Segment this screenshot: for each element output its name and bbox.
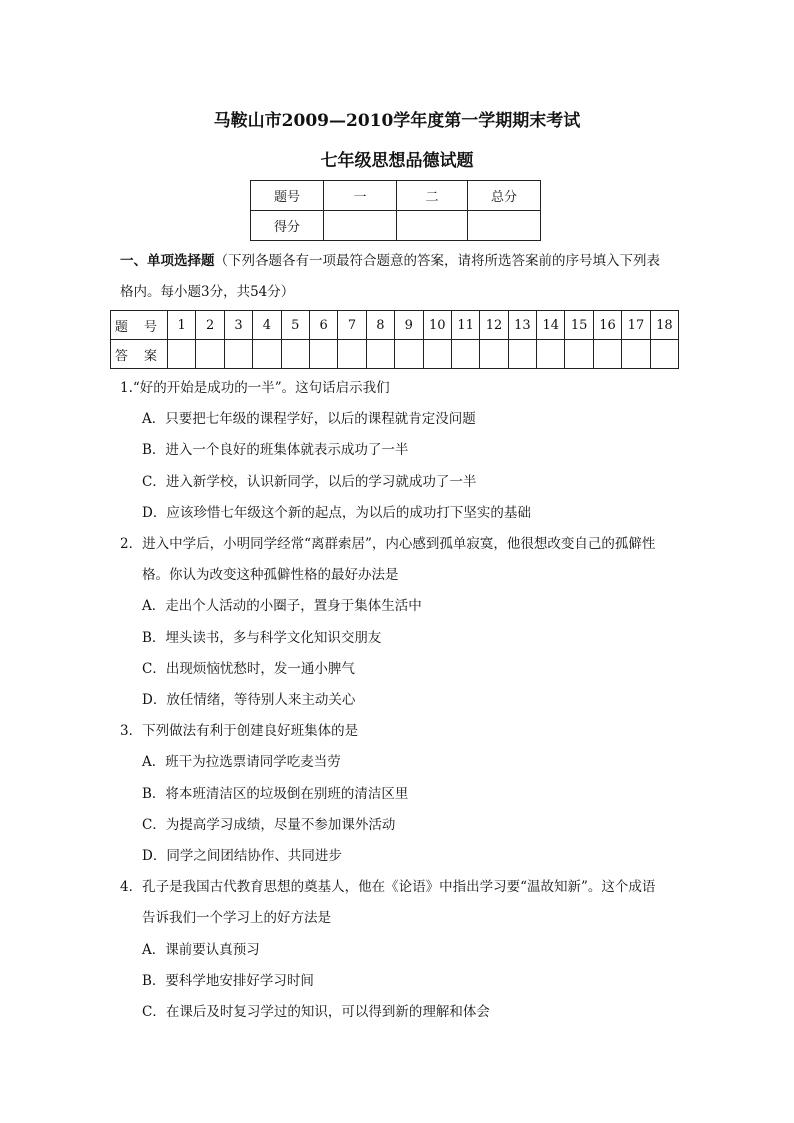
section-instruction-line2: 格内。每小题3分，共54分） xyxy=(120,284,295,300)
answer-option[interactable]: B．将本班清洁区的垃圾倒在别班的清洁区里 xyxy=(142,785,409,802)
score-header-cell: 题号 xyxy=(251,181,324,211)
exam-subtitle: 七年级思想品德试题 xyxy=(320,151,474,171)
answer-cell[interactable] xyxy=(366,340,394,369)
question-number-cell: 18 xyxy=(650,311,678,340)
question-number-cell: 14 xyxy=(537,311,565,340)
answer-option[interactable]: A．走出个人活动的小圈子，置身于集体生活中 xyxy=(142,598,422,615)
answer-cell[interactable] xyxy=(395,340,423,369)
answer-cell[interactable] xyxy=(451,340,479,369)
question-number-cell: 1 xyxy=(168,311,196,340)
score-label-cell: 得分 xyxy=(251,211,324,241)
question-number-cell: 12 xyxy=(480,311,508,340)
answer-option[interactable]: D．同学之间团结协作、共同进步 xyxy=(142,848,342,864)
answer-option[interactable]: C．在课后及时复习学过的知识，可以得到新的理解和体会 xyxy=(142,1004,490,1020)
answer-option[interactable]: A．课前要认真预习 xyxy=(142,941,260,958)
score-header-cell: 一 xyxy=(324,181,397,211)
answer-option[interactable]: A．只要把七年级的课程学好，以后的课程就肯定没问题 xyxy=(142,411,476,428)
question-number-cell: 13 xyxy=(508,311,536,340)
answer-cell[interactable] xyxy=(622,340,650,369)
answer-option[interactable]: D．应该珍惜七年级这个新的起点，为以后的成功打下坚实的基础 xyxy=(142,504,531,521)
answer-table-answer-row xyxy=(111,340,679,369)
score-table-header-row xyxy=(251,181,541,211)
answer-option[interactable]: B．埋头读书，多与科学文化知识交朋友 xyxy=(142,629,382,646)
answer-cell[interactable] xyxy=(168,340,196,369)
question-number-cell: 11 xyxy=(451,311,479,340)
answer-cell[interactable] xyxy=(224,340,252,369)
question-number-cell: 17 xyxy=(622,311,650,340)
answer-table-answer-label: 答 案 xyxy=(111,340,168,369)
question-stem: 告诉我们一个学习上的好方法是 xyxy=(142,910,331,927)
question-stem: 1.“好的开始是成功的一半”。这句话启示我们 xyxy=(120,380,390,396)
section-instruction-line1: （下列各题各有一项最符合题意的答案，请将所选答案前的序号填入下列表 xyxy=(214,253,660,269)
answer-cell[interactable] xyxy=(338,340,366,369)
question-number-cell: 3 xyxy=(224,311,252,340)
section-heading: 一、单项选择题 xyxy=(120,253,215,269)
question-number-cell: 16 xyxy=(593,311,621,340)
question-number-cell: 9 xyxy=(395,311,423,340)
answer-option[interactable]: A．班干为拉选票请同学吃麦当劳 xyxy=(142,754,341,771)
answer-cell[interactable] xyxy=(565,340,593,369)
answer-option[interactable]: D．放任情绪，等待别人来主动关心 xyxy=(142,692,356,708)
question-stem: 格。你认为改变这种孤僻性格的最好办法是 xyxy=(142,567,399,584)
question-stem: 2．进入中学后，小明同学经常“离群索居”，内心感到孤单寂寞，他很想改变自己的孤僻性 xyxy=(120,536,656,552)
answer-cell[interactable] xyxy=(508,340,536,369)
answer-option[interactable]: C．出现烦恼忧愁时，发一通小脾气 xyxy=(142,660,355,677)
score-value-cell xyxy=(324,211,397,241)
question-stem: 4．孔子是我国古代教育思想的奠基人，他在《论语》中指出学习要“温故知新”。这个成语 xyxy=(120,879,656,896)
answer-cell[interactable] xyxy=(281,340,309,369)
score-value-cell xyxy=(468,211,541,241)
answer-table-number-label: 题 号 xyxy=(111,311,168,340)
question-number-cell: 10 xyxy=(423,311,451,340)
question-number-cell: 2 xyxy=(196,311,224,340)
question-number-cell: 6 xyxy=(309,311,337,340)
answer-cell[interactable] xyxy=(253,340,281,369)
answer-table xyxy=(110,310,679,369)
question-number-cell: 8 xyxy=(366,311,394,340)
answer-option[interactable]: C．进入新学校，认识新同学，以后的学习就成功了一半 xyxy=(142,473,477,490)
score-header-cell: 总分 xyxy=(468,181,541,211)
answer-cell[interactable] xyxy=(537,340,565,369)
answer-option[interactable]: C．为提高学习成绩，尽量不参加课外活动 xyxy=(142,816,396,833)
question-number-cell: 7 xyxy=(338,311,366,340)
answer-cell[interactable] xyxy=(650,340,678,369)
answer-cell[interactable] xyxy=(196,340,224,369)
section-instruction xyxy=(120,251,690,271)
question-stem: 3．下列做法有利于创建良好班集体的是 xyxy=(120,723,359,740)
question-number-cell: 4 xyxy=(253,311,281,340)
question-number-cell: 5 xyxy=(281,311,309,340)
answer-cell[interactable] xyxy=(593,340,621,369)
exam-title: 马鞍山市2009—2010学年度第一学期期末考试 xyxy=(213,111,581,131)
answer-option[interactable]: B．要科学地安排好学习时间 xyxy=(142,972,314,989)
score-table xyxy=(250,180,541,241)
answer-table-number-row xyxy=(111,311,679,340)
answer-cell[interactable] xyxy=(480,340,508,369)
question-number-cell: 15 xyxy=(565,311,593,340)
score-table-value-row xyxy=(251,211,541,241)
answer-cell[interactable] xyxy=(423,340,451,369)
answer-option[interactable]: B．进入一个良好的班集体就表示成功了一半 xyxy=(142,442,409,459)
score-header-cell: 二 xyxy=(397,181,468,211)
answer-cell[interactable] xyxy=(309,340,337,369)
score-value-cell xyxy=(397,211,468,241)
